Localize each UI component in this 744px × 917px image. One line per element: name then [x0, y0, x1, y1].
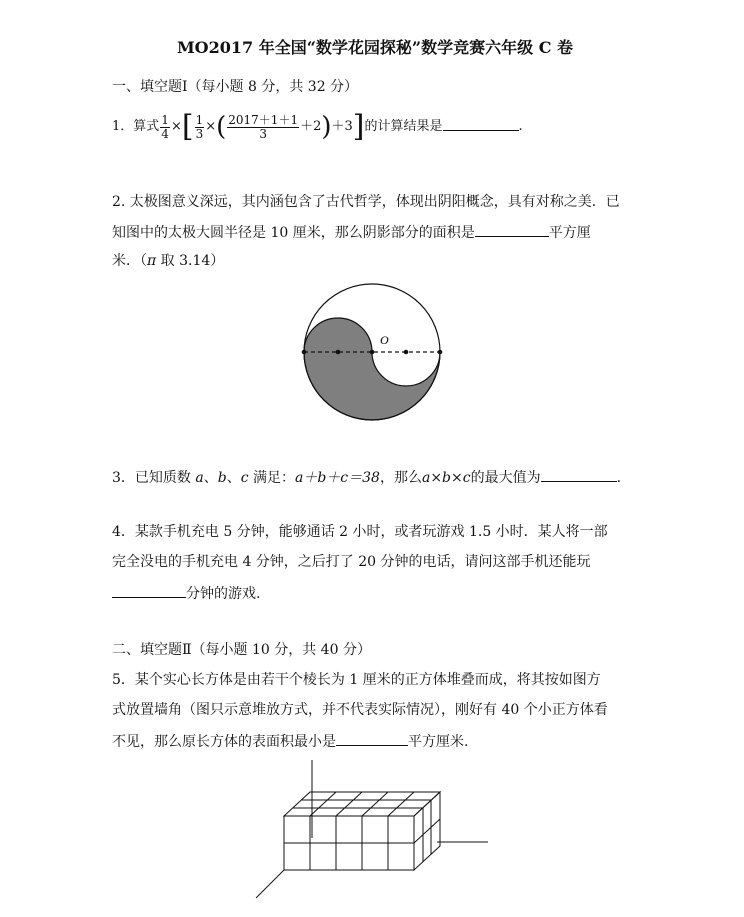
taiji-figure [296, 278, 448, 428]
q1-fraction-1: $\frac{1}{4}$ [161, 112, 169, 141]
section2-heading: 二、填空题Ⅱ（每小题 10 分，共 40 分） [112, 642, 371, 658]
shaded-region [304, 318, 440, 420]
point [336, 350, 341, 355]
q2-answer-blank[interactable] [475, 221, 549, 237]
q5-line-3: 不见，那么原长方体的表面积最小是 平方厘米. [112, 730, 468, 752]
q1-suffix: 的计算结果是 [364, 119, 443, 134]
q4-line-1: 4．某款手机充电 5 分钟，能够通话 2 小时，或者玩游戏 1.5 小时．某人将一部 [112, 524, 608, 540]
point [404, 350, 409, 355]
center-label-o: O [380, 333, 389, 347]
q3-product: a×b×c [421, 470, 471, 486]
q1-close-bracket: ] [352, 109, 365, 144]
point [438, 350, 443, 355]
q4-answer-blank[interactable] [112, 582, 186, 598]
q1-prefix: 算式 [133, 119, 160, 134]
question-3: 3．已知质数 a、b、c 满足：a＋b＋c＝38，那么a×b×c的最大值为 . [112, 466, 621, 488]
q2-line-1: 2. 太极图意义深远，其内涵包含了古代哲学，体现出阴阳概念，具有对称之美．已 [112, 194, 620, 210]
q3-answer-blank[interactable] [541, 466, 617, 482]
q2-line-3: 米．（π 取 3.14） [112, 253, 225, 269]
q1-open-paren: ( [216, 112, 227, 142]
q2-line-2: 知图中的太极大圆半径是 10 厘米，那么阴影部分的面积是 平方厘 [112, 221, 591, 243]
q5-line-2: 式放置墙角（图只示意堆放方式，并不代表实际情况），刚好有 40 个小正方体看 [112, 702, 608, 718]
point [302, 350, 307, 355]
q4-line-2: 完全没电的手机充电 4 分钟，之后打了 20 分钟的电话，请问这部手机还能玩 [112, 554, 591, 570]
q4-line-3: 分钟的游戏. [112, 582, 260, 604]
q5-answer-blank[interactable] [336, 730, 408, 746]
q1-close-paren: ) [321, 112, 332, 142]
q1-answer-blank[interactable] [443, 115, 519, 131]
q1-open-bracket: [ [181, 109, 194, 144]
q1-fraction-3: $\frac{2017+1+1}{3}$ [228, 112, 299, 141]
section1-heading: 一、填空题Ⅰ（每小题 8 分，共 32 分） [112, 79, 359, 95]
q1-number: 1． [112, 119, 134, 134]
point [370, 350, 375, 355]
q1-fraction-2: $\frac{1}{3}$ [195, 112, 204, 141]
floor-diagonal-axis [256, 870, 284, 898]
q5-line-1: 5．某个实心长方体是由若干个棱长为 1 厘米的正方体堆叠而成，将其按如图方 [112, 672, 601, 688]
question-1: 1．算式 $\frac{1}{4}$ ×[ $\frac{1}{3}$ ×( $\frac{2017+1+1}{3}$ ＋2)＋3]的计算结果是 . [112, 109, 523, 144]
page-title: MO2017 年全国“数学花园探秘”数学竞赛六年级 C 卷 [176, 38, 574, 57]
top-face [284, 792, 440, 816]
cuboid-corner-figure [250, 758, 500, 908]
q3-equation: a＋b＋c＝38 [295, 470, 380, 486]
